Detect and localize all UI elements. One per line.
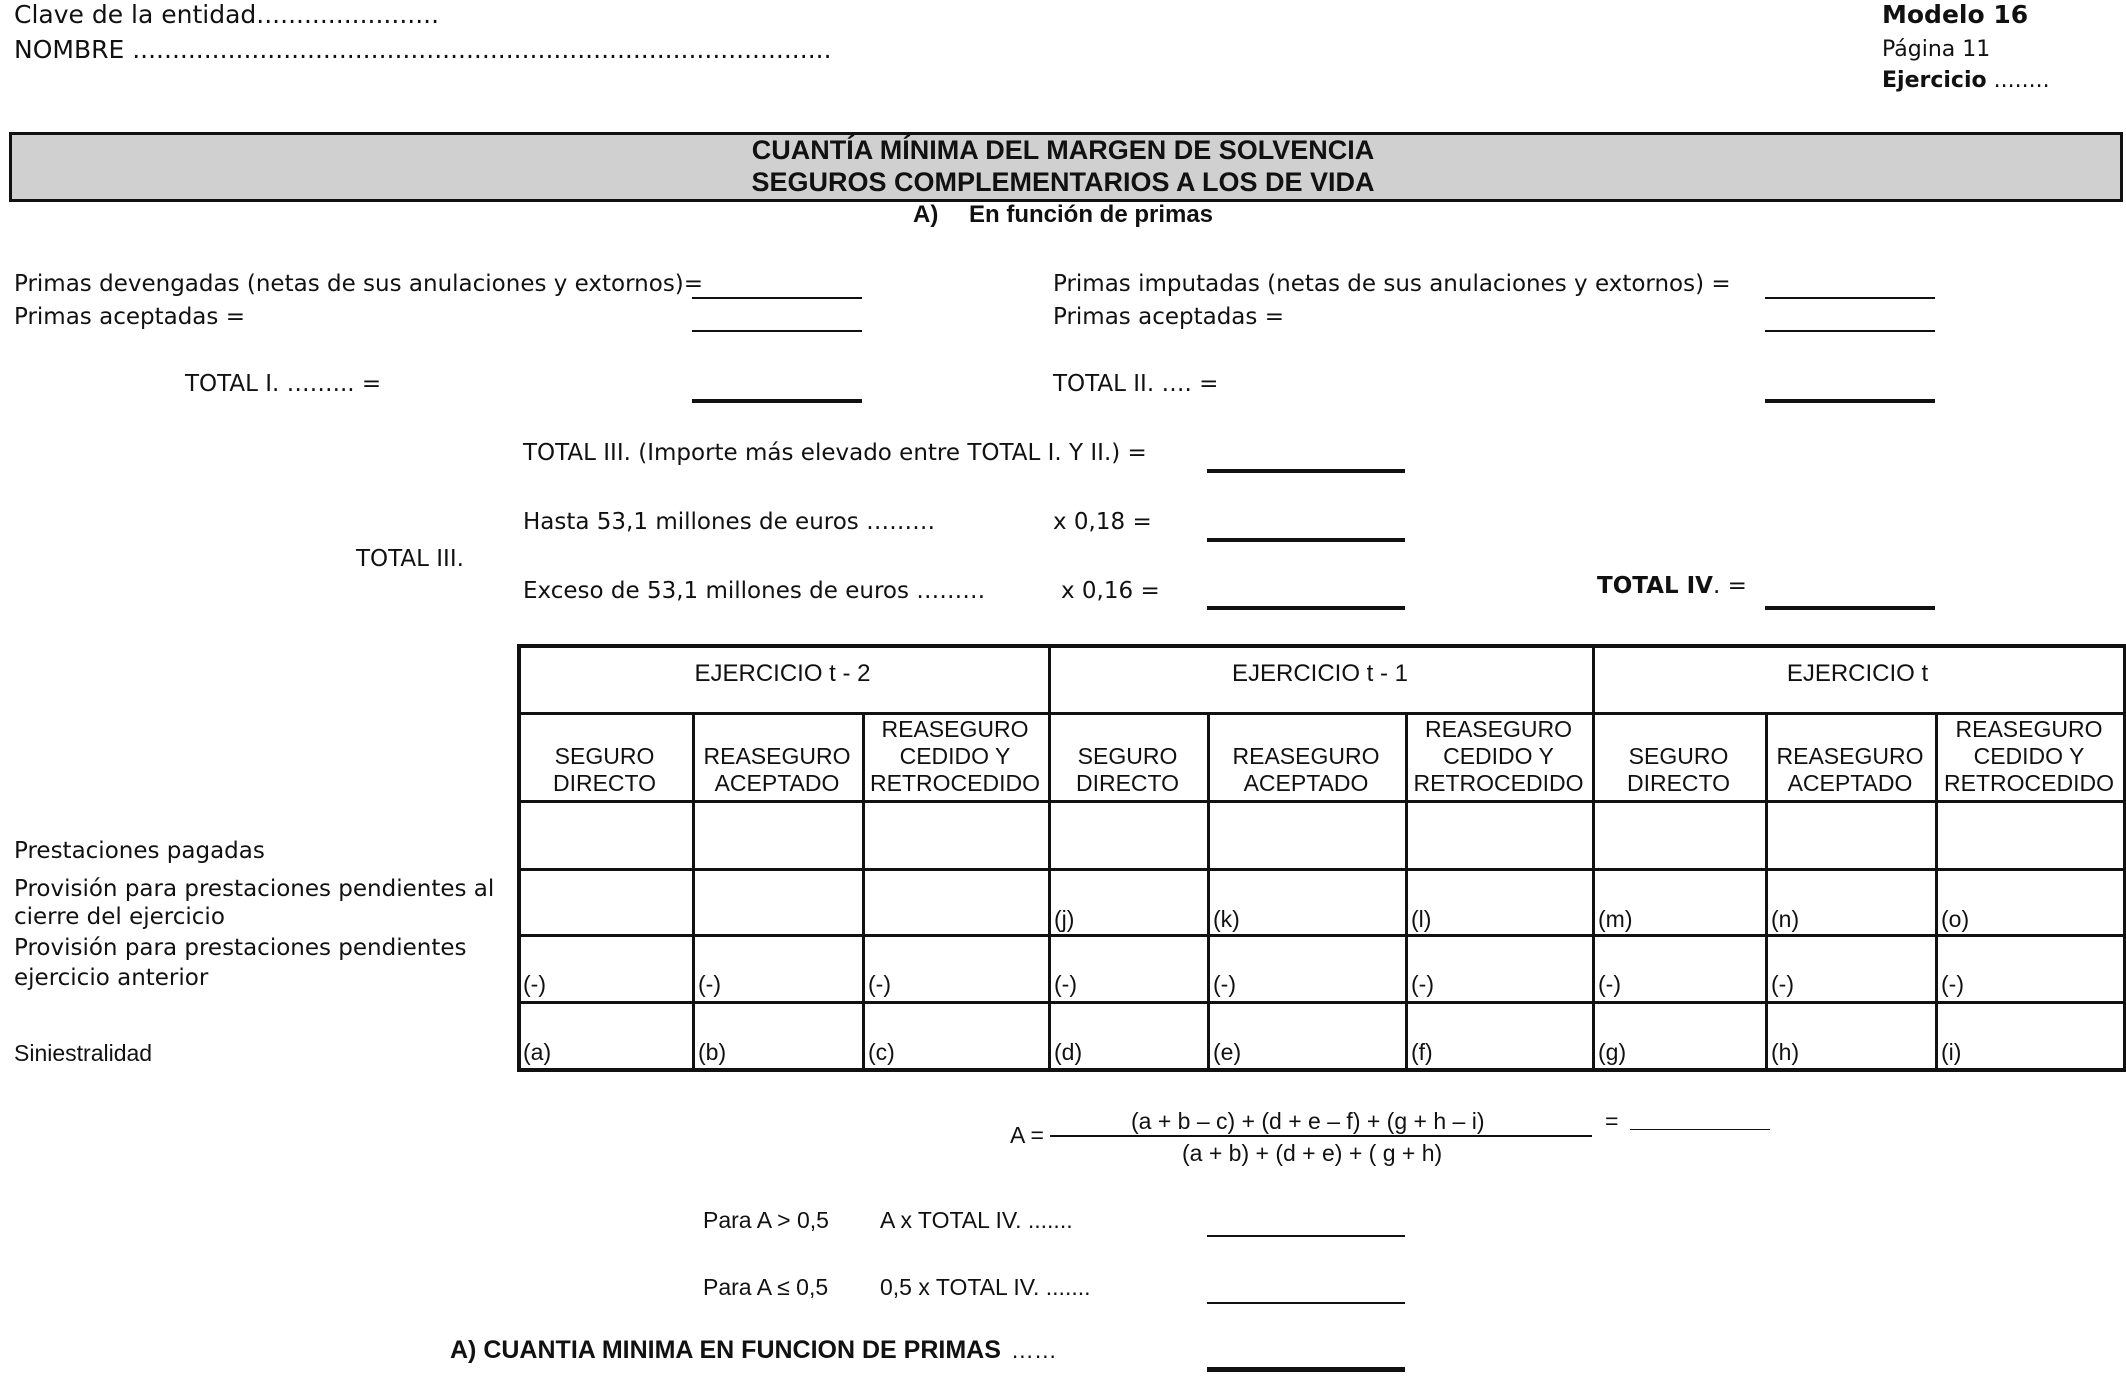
siniestralidad-mark: (f) xyxy=(1411,1039,1433,1065)
nombre-label: NOMBRE ........................................................................................ xyxy=(14,35,832,64)
table-border-top xyxy=(517,644,2126,648)
minus-mark: (-) xyxy=(868,971,891,997)
siniestralidad-mark: (c) xyxy=(868,1039,895,1065)
formula-equals: = xyxy=(1605,1108,1619,1134)
hasta-factor: x 0,18 = xyxy=(1053,509,1152,535)
table-border-left xyxy=(517,644,521,1072)
total-1-field[interactable] xyxy=(692,399,862,403)
table-column-line xyxy=(1765,712,1768,1068)
table-column-line xyxy=(1207,712,1210,1068)
total-4-suffix: . = xyxy=(1712,573,1747,599)
minus-mark: (-) xyxy=(1054,971,1077,997)
provision-mark: (k) xyxy=(1213,906,1240,932)
total-1-label: TOTAL I. ……... = xyxy=(185,371,382,397)
siniestralidad-mark: (d) xyxy=(1054,1039,1083,1065)
title-line2: SEGUROS COMPLEMENTARIOS A LOS DE VIDA xyxy=(751,167,1375,197)
formula-denominator: (a + b) + (d + e) + ( g + h) xyxy=(1182,1140,1443,1166)
row-label-provision-actual-1: Provisión para prestaciones pendientes al xyxy=(14,876,495,902)
total-4-label: TOTAL IV xyxy=(1597,573,1713,599)
row-label-siniestralidad: Siniestralidad xyxy=(14,1040,153,1066)
table-subheader: SEGURO DIRECTO xyxy=(1626,743,1731,796)
table-group-header: EJERCICIO t xyxy=(1786,660,1929,687)
table-subheader: SEGURO DIRECTO xyxy=(552,743,657,796)
primas-imputadas-label: Primas imputadas (netas de sus anulaciones y extornos) = xyxy=(1053,271,1731,297)
table-column-line xyxy=(862,712,865,1068)
primas-aceptadas-right-field[interactable] xyxy=(1765,330,1935,332)
table-group-header: EJERCICIO t - 2 xyxy=(694,660,871,687)
table-subheader: REASEGURO CEDIDO Y RETROCEDIDO xyxy=(870,716,1040,796)
row-label-provision-anterior-1: Provisión para prestaciones pendientes xyxy=(14,935,467,961)
total-4-field[interactable] xyxy=(1765,606,1935,610)
case1-field[interactable] xyxy=(1207,1235,1405,1237)
final-label: A) CUANTIA MINIMA EN FUNCION DE PRIMAS xyxy=(450,1336,1001,1364)
provision-mark: (m) xyxy=(1598,906,1633,932)
table-row-line xyxy=(517,868,2123,871)
case2-field[interactable] xyxy=(1207,1302,1405,1304)
exceso-factor: x 0,16 = xyxy=(1061,578,1160,604)
exceso-field[interactable] xyxy=(1207,606,1405,610)
table-border-bottom xyxy=(517,1068,2126,1072)
table-column-line xyxy=(1405,712,1408,1068)
primas-devengadas-field[interactable] xyxy=(692,297,862,299)
table-subheader: REASEGURO CEDIDO Y RETROCEDIDO xyxy=(1413,716,1584,796)
formula-lhs: A = xyxy=(1010,1122,1044,1148)
table-group-line xyxy=(1048,644,1051,1068)
provision-mark: (n) xyxy=(1771,906,1800,932)
total-3-field[interactable] xyxy=(1207,469,1405,473)
ejercicio-dots: ........ xyxy=(1993,68,2050,93)
minus-mark: (-) xyxy=(1941,971,1964,997)
table-row-line xyxy=(517,800,2123,803)
case1-expression: A x TOTAL IV. ....... xyxy=(880,1207,1073,1233)
minus-mark: (-) xyxy=(523,971,546,997)
clave-entidad-label: Clave de la entidad....................... xyxy=(14,0,440,29)
table-subheader: REASEGURO ACEPTADO xyxy=(1232,743,1380,796)
row-label-provision-actual-2: cierre del ejercicio xyxy=(14,904,225,930)
final-dots: …… xyxy=(1010,1337,1057,1363)
total-2-field[interactable] xyxy=(1765,399,1935,403)
total-3-label: TOTAL III. (Importe más elevado entre TOTAL I. Y II.) = xyxy=(523,440,1147,466)
row-label-provision-anterior-2: ejercicio anterior xyxy=(14,965,209,991)
final-field[interactable] xyxy=(1207,1367,1405,1372)
total-2-label: TOTAL II. …. = xyxy=(1053,371,1219,397)
table-subheader: REASEGURO ACEPTADO xyxy=(1776,743,1924,796)
case1-condition: Para A > 0,5 xyxy=(703,1207,829,1233)
siniestralidad-mark: (g) xyxy=(1598,1039,1627,1065)
provision-mark: (l) xyxy=(1411,906,1432,932)
primas-aceptadas-right-label: Primas aceptadas = xyxy=(1053,304,1284,330)
exceso-label: Exceso de 53,1 millones de euros ……… xyxy=(523,578,986,604)
table-subheader: SEGURO DIRECTO xyxy=(1075,743,1180,796)
modelo-label: Modelo 16 xyxy=(1882,0,2029,29)
provision-mark: (o) xyxy=(1941,906,1970,932)
table-subheader: REASEGURO ACEPTADO xyxy=(703,743,851,796)
provision-mark: (j) xyxy=(1054,906,1075,932)
hasta-label: Hasta 53,1 millones de euros ……… xyxy=(523,509,936,535)
ejercicio-label: Ejercicio xyxy=(1882,68,1987,93)
table-group-line xyxy=(1592,644,1595,1068)
table-column-line xyxy=(692,712,695,1068)
table-column-line xyxy=(1935,712,1938,1068)
pagina-label: Página 11 xyxy=(1882,37,1991,62)
section-letter: A) xyxy=(913,201,939,228)
formula-fraction-bar xyxy=(1050,1135,1592,1137)
minus-mark: (-) xyxy=(1213,971,1236,997)
hasta-field[interactable] xyxy=(1207,538,1405,542)
table-subheader: REASEGURO CEDIDO Y RETROCEDIDO xyxy=(1944,716,2114,796)
siniestralidad-mark: (a) xyxy=(523,1039,552,1065)
title-line1: CUANTÍA MÍNIMA DEL MARGEN DE SOLVENCIA xyxy=(751,135,1375,165)
siniestralidad-mark: (e) xyxy=(1213,1039,1242,1065)
table-row-line xyxy=(517,934,2123,937)
section-title: En función de primas xyxy=(969,201,1214,228)
siniestralidad-mark: (b) xyxy=(698,1039,727,1065)
primas-aceptadas-left-label: Primas aceptadas = xyxy=(14,304,245,330)
formula-result-field[interactable] xyxy=(1630,1129,1770,1130)
siniestralidad-mark: (i) xyxy=(1941,1039,1962,1065)
primas-devengadas-label: Primas devengadas (netas de sus anulaciones y extornos)= xyxy=(14,271,704,297)
formula-numerator: (a + b – c) + (d + e – f) + (g + h – i) xyxy=(1131,1108,1485,1134)
total-3-side-label: TOTAL III. xyxy=(356,546,464,572)
final-label-group xyxy=(450,1336,1057,1365)
case2-expression: 0,5 x TOTAL IV. ....... xyxy=(880,1274,1091,1300)
minus-mark: (-) xyxy=(698,971,721,997)
minus-mark: (-) xyxy=(1598,971,1621,997)
row-label-prestaciones: Prestaciones pagadas xyxy=(14,838,265,864)
primas-aceptadas-left-field[interactable] xyxy=(692,330,862,332)
minus-mark: (-) xyxy=(1411,971,1434,997)
total-4-label-group xyxy=(1597,573,1747,599)
primas-imputadas-field[interactable] xyxy=(1765,297,1935,299)
minus-mark: (-) xyxy=(1771,971,1794,997)
table-row-line xyxy=(517,712,2123,715)
case2-condition: Para A ≤ 0,5 xyxy=(703,1274,829,1300)
siniestralidad-mark: (h) xyxy=(1771,1039,1800,1065)
table-row-line xyxy=(517,1001,2123,1004)
ejercicio-field xyxy=(1882,68,2050,93)
table-group-header: EJERCICIO t - 1 xyxy=(1231,660,1409,687)
